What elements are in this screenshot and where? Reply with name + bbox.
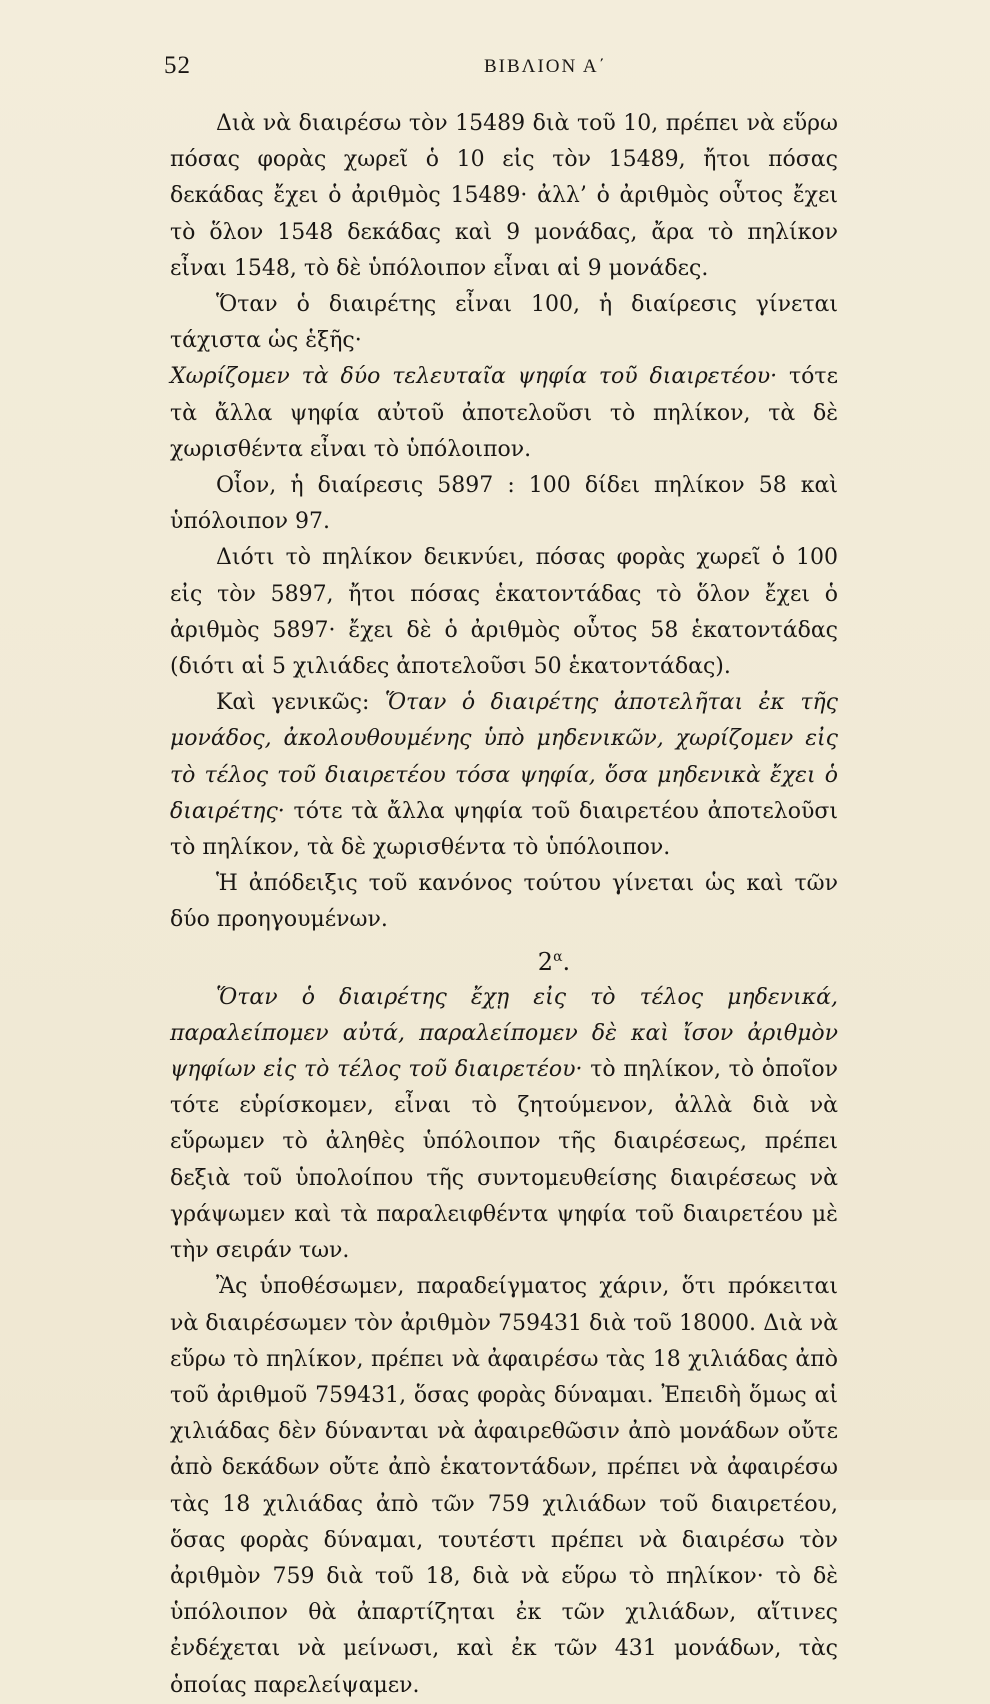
paragraph-text: τότε τὰ ἄλλα ψηφία αὐτοῦ ἀποτελοῦσι τὸ πηλίκον, τὰ δὲ χωρισθέντα εἶναι τὸ ὑπόλοιπον. xyxy=(170,364,838,462)
paragraph-division-by-10: Διὰ νὰ διαιρέσω τὸν 15489 διὰ τοῦ 10, πρέπει νὰ εὕρω πόσας φορὰς χωρεῖ ὁ 10 εἰς τὸν 15489, ἤτοι πόσας δεκάδας ἔχει ὁ ἀριθμὸς 15489· ἀλλ’ ὁ ἀριθμὸς οὗτος ἔχει τὸ ὅλον 1548 δεκάδας καὶ 9 μονάδας, ἄρα τὸ πηλίκον εἶναι 1548, τὸ δὲ ὑπόλοιπον εἶναι αἱ 9 μονάδες. xyxy=(170,111,838,281)
paragraph-example-5897: Οἷον, ἡ διαίρεσις 5897 : 100 δίδει πηλίκον 58 καὶ ὑπόλοιπον 97. xyxy=(170,473,838,535)
page-number: 52 xyxy=(164,52,191,79)
paragraph-lead: Καὶ γενικῶς: xyxy=(216,690,385,716)
section-heading xyxy=(170,939,838,980)
paragraph-text: τότε τὰ ἄλλα ψηφία τοῦ διαιρετέου ἀποτελοῦσι τὸ πηλίκον, τὰ δὲ χωρισθέντα τὸ ὑπόλοιπον. xyxy=(170,798,838,861)
section-dot: . xyxy=(562,947,571,976)
paragraph-proof-note: Ἡ ἀπόδειξις τοῦ κανόνος τούτου γίνεται ὡς καὶ τῶν δύο προηγουμένων. xyxy=(170,871,838,933)
paragraph-trailing-zeros-rule xyxy=(170,980,838,1270)
paragraph-division-by-100 xyxy=(170,287,838,468)
section-superscript: α xyxy=(553,948,563,965)
rule-text: Ὅταν ὁ διαιρέτης ἀποτελῆται ἐκ τῆς μονάδος, ἀκολουθουμένης ὑπὸ μηδενικῶν, χωρίζομεν εἰς τὸ τέλος τοῦ διαιρετέου τόσα ψηφία, ὅσα μηδενικὰ ἔχει ὁ διαιρέτης· xyxy=(170,690,838,824)
paragraph-lead: Ὅταν ὁ διαιρέτης εἶναι 100, ἡ διαίρεσις γίνεται τάχιστα ὡς ἑξῆς· xyxy=(170,292,838,354)
rule-text: Χωρίζομεν τὰ δύο τελευταῖα ψηφία τοῦ διαιρετέου· xyxy=(170,364,778,390)
running-title: ΒΙΒΛΙΟΝ Α΄ xyxy=(484,56,607,77)
paragraph-general-rule xyxy=(170,685,838,866)
section-number: 2 xyxy=(537,947,554,976)
page-body xyxy=(170,106,838,1704)
paragraph-example-759431: Ἂς ὑποθέσωμεν, παραδείγματος χάριν, ὅτι πρόκειται νὰ διαιρέσωμεν τὸν ἀριθμὸν 759431 διὰ τοῦ 18000. Διὰ νὰ εὕρω τὸ πηλίκον, πρέπει νὰ ἀφαιρέσω τὰς 18 χιλιάδας ἀπὸ τοῦ ἀριθμοῦ 759431, ὅσας φορὰς δύναμαι. Ἐπειδὴ ὅμως αἱ χιλιάδας δὲν δύνανται νὰ ἀφαιρεθῶσιν ἀπὸ μονάδων οὔτε ἀπὸ δεκάδων οὔτε ἀπὸ ἑκατοντάδων, πρέπει νὰ ἀφαιρέσω τὰς 18 χιλιάδας ἀπὸ τῶν 759 χιλιάδων τοῦ διαιρετέου, ὅσας φορὰς δύναμαι, τουτέστι πρέπει νὰ διαιρέσω τὸν ἀριθμὸν 759 διὰ τοῦ 18, διὰ νὰ εὕρω τὸ πηλίκον· τὸ δὲ ὑπόλοιπον θὰ ἀπαρτίζηται ἐκ τῶν χιλιάδων, αἵτινες ἐνδέχεται νὰ μείνωσι, καὶ ἐκ τῶν 431 μονάδων, τὰς ὁποίας παρελείψαμεν. xyxy=(170,1274,838,1698)
paragraph-proof-5897: Διότι τὸ πηλίκον δεικνύει, πόσας φορὰς χωρεῖ ὁ 100 εἰς τὸν 5897, ἤτοι πόσας ἑκατοντάδας τὸ ὅλον ἔχει ὁ ἀριθμὸς 5897· ἔχει δὲ ὁ ἀριθμὸς οὗτος 58 ἑκατοντάδας (διότι αἱ 5 χιλιάδες ἀποτελοῦσι 50 ἑκατοντάδας). xyxy=(170,545,838,680)
page-header xyxy=(164,52,834,86)
paragraph-text: τὸ πηλίκον, τὸ ὁποῖον τότε εὑρίσκομεν, εἶναι τὸ ζητούμενον, ἀλλὰ διὰ νὰ εὕρωμεν τὸ ἀληθὲς ὑπόλοιπον τῆς διαιρέσεως, πρέπει δεξιὰ τοῦ ὑπολοίπου τῆς συντομευθείσης διαιρέσεως νὰ γράψωμεν καὶ τὰ παραλειφθέντα ψηφία τοῦ διαιρετέου μὲ τὴν σειράν των. xyxy=(170,1057,838,1264)
rule-text: Ὅταν ὁ διαιρέτης ἔχῃ εἰς τὸ τέλος μηδενικά, παραλείπομεν αὐτά, παραλείπομεν δὲ καὶ ἴσον ἀριθμὸν ψηφίων εἰς τὸ τέλος τοῦ διαιρετέου· xyxy=(170,984,838,1083)
